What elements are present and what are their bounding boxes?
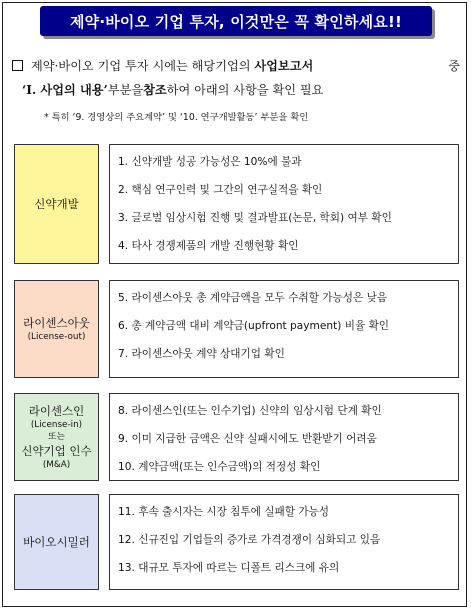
checklist-new-drug-development xyxy=(109,144,459,264)
page-title: 제약·바이오 기업 투자, 이것만은 꼭 확인하세요!! xyxy=(40,6,432,36)
category-biosimilar xyxy=(14,494,99,590)
intro-text-end: 중 xyxy=(448,59,460,73)
intro-line-2 xyxy=(12,78,460,102)
category-label: 바이오시밀러 xyxy=(23,535,90,549)
intro-text-tail: 하여 아래의 사항을 확인 필요 xyxy=(166,83,324,97)
category-sublabel-secondary: (M&A) xyxy=(42,459,71,470)
checklist-item: 5. 라이센스아웃 총 계약금액을 모두 수취할 가능성은 낮음 xyxy=(118,292,388,304)
category-label-secondary: 신약기업 인수 xyxy=(21,443,92,458)
category-label: 라이센스인 xyxy=(28,403,85,418)
checklist-item: 8. 라이센스인(또는 인수기업) 신약의 임상시험 단계 확인 xyxy=(118,405,382,417)
intro-emphasis-report: 사업보고서 xyxy=(254,59,314,73)
checklist-item: 3. 글로벌 임상시험 진행 및 결과발표(논문, 학회) 여부 확인 xyxy=(118,212,392,224)
checklist-item: 2. 핵심 연구인력 및 그간의 연구실적을 확인 xyxy=(118,184,323,196)
intro-line-1 xyxy=(12,54,460,78)
intro-text-mid: 부분을 xyxy=(107,83,144,97)
category-license-out xyxy=(14,280,99,378)
checklist-biosimilar xyxy=(109,494,459,590)
category-license-in-ma xyxy=(14,393,99,481)
checkbox-bullet-icon xyxy=(12,60,23,71)
checklist-license-out xyxy=(109,280,459,378)
checklist-item: 4. 타사 경쟁제품의 개발 진행현황 확인 xyxy=(118,240,299,252)
category-label: 신약개발 xyxy=(34,197,79,211)
category-label: 라이센스아웃 xyxy=(23,315,90,330)
category-new-drug-development xyxy=(14,144,99,264)
checklist-item: 12. 신규진입 기업들의 증가로 가격경쟁이 심화되고 있음 xyxy=(118,534,381,546)
checklist-item: 1. 신약개발 성공 가능성은 10%에 불과 xyxy=(118,156,302,168)
intro-emphasis-section: ‘Ⅰ. 사업의 내용’ xyxy=(22,83,108,97)
checklist-item: 7. 라이센스아웃 계약 상대기업 확인 xyxy=(118,348,285,360)
checklist-license-in-ma xyxy=(109,393,459,481)
checklist-item: 10. 계약금액(또는 인수금액)의 적정성 확인 xyxy=(118,461,321,473)
note-text: * 특히 ‘9. 경영상의 주요계약’ 및 ‘10. 연구개발활동’ 부분을 확인 xyxy=(44,112,309,123)
intro-text: 제약·바이오 기업 투자 시에는 해당기업의 xyxy=(31,59,255,73)
intro-paragraph xyxy=(12,54,460,102)
category-connector: 또는 xyxy=(48,431,65,442)
checklist-item: 13. 대규모 투자에 따르는 디폴트 리스크에 유의 xyxy=(118,562,340,574)
intro-line-1-text xyxy=(12,54,313,78)
category-sublabel: (License-in) xyxy=(30,419,83,430)
checklist-item: 11. 후속 출시자는 시장 침투에 실패할 가능성 xyxy=(118,506,330,518)
checklist-item: 6. 총 계약금액 대비 계약금(upfront payment) 비율 확인 xyxy=(118,320,390,332)
category-sublabel: (License-out) xyxy=(27,331,86,342)
checklist-item: 9. 이미 지급한 금액은 신약 실패시에도 반환받기 어려움 xyxy=(118,433,377,445)
intro-emphasis-refer: 참조 xyxy=(143,83,167,97)
